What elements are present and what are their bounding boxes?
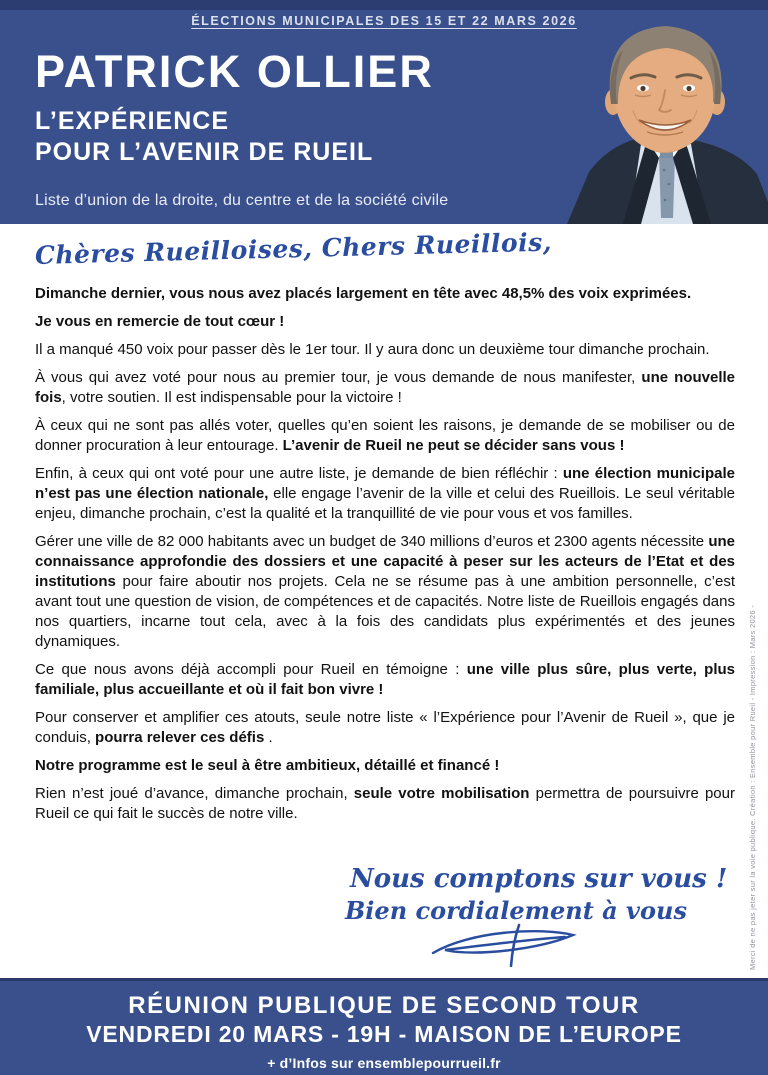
handwritten-closing: [345, 864, 728, 971]
letter-paragraph: Gérer une ville de 82 000 habitants avec un budget de 340 millions d’euros et 2300 agents nécessite une connaissance approfondie des dossiers et une capacité à peser sur les acteurs de l’Etat et des institutions pour faire aboutir nos projets. Cela ne se résume pas à une ambition personnelle, c’est avant tout une question de vision, de compétences et de capacités. Notre liste de Rueillois engagés dans nos quartiers, incarne tout cela, avec à la fois des candidats plus expérimentés et des jeunes dynamiques.: [35, 533, 735, 650]
footer-meeting-title: RÉUNION PUBLIQUE DE SECOND TOUR: [128, 992, 640, 1019]
footer-website: + d’Infos sur ensemblepourrueil.fr: [267, 1055, 501, 1071]
election-banner: ÉLECTIONS MUNICIPALES DES 15 ET 22 MARS 2026: [191, 14, 577, 28]
footer-meeting-details: VENDREDI 20 MARS - 19H - MAISON DE L’EUROPE: [86, 1021, 682, 1047]
letter-paragraph: Enfin, à ceux qui ont voté pour une autre liste, je demande de bien réfléchir : une élection municipale n’est pas une élection nationale, elle engage l’avenir de la ville et celui des Rueillois. Le seul véritable enjeu, dimanche prochain, c’est la qualité et la tranquillité de vie pour vous et vos familles.: [35, 465, 735, 522]
letter-paragraph: Il a manqué 450 voix pour passer dès le 1er tour. Il y aura donc un deuxième tour dimanche prochain.: [35, 341, 710, 358]
letter-paragraph: Dimanche dernier, vous nous avez placés largement en tête avec 48,5% des voix exprimées.: [35, 285, 692, 302]
signature-flourish: [415, 923, 605, 967]
handwritten-greeting: Chères Rueilloises, Chers Rueillois,: [34, 227, 553, 270]
footer-banner: [0, 978, 768, 1075]
header-banner: [0, 0, 768, 224]
slogan-line-1: L’EXPÉRIENCE: [35, 107, 229, 135]
letter-paragraph: Pour conserver et amplifier ces atouts, seule notre liste « l’Expérience pour l’Avenir de Rueil », que je conduis, pourra relever ces défis .: [35, 709, 735, 746]
letter-paragraph: Ce que nous avons déjà accompli pour Rueil en témoigne : une ville plus sûre, plus verte, plus familiale, plus accueillante et où il fait bon vivre !: [35, 661, 735, 698]
candidate-portrait-photo: [563, 6, 768, 224]
letter-paragraph: Rien n’est joué d’avance, dimanche prochain, seule votre mobilisation permettra de poursuivre pour Rueil ce qui fait le succès de notre ville.: [35, 785, 735, 822]
closing-line-1: Nous comptons sur vous !: [350, 864, 728, 894]
legal-side-note: Merci de ne pas jeter sur la voie publique. Création : Ensemble pour Rueil - Impression : Mars 2026 -: [748, 604, 757, 970]
slogan-line-2: POUR L’AVENIR DE RUEIL: [35, 138, 374, 166]
letter-paragraph: À vous qui avez voté pour nous au premier tour, je vous demande de nous manifester, une nouvelle fois, votre soutien. Il est indispensable pour la victoire !: [35, 369, 735, 406]
letter-paragraphs: [35, 284, 735, 824]
campaign-slogan: [35, 106, 373, 168]
letter-body: [34, 227, 735, 832]
letter-paragraph: Notre programme est le seul à être ambitieux, détaillé et financé !: [35, 757, 500, 774]
list-tagline: Liste d’union de la droite, du centre et de la société civile: [35, 192, 449, 209]
letter-paragraph: À ceux qui ne sont pas allés voter, quelles qu’en soient les raisons, je demande de se mobiliser ou de donner procuration à leur entourage. L’avenir de Rueil ne peut se décider sans vous !: [35, 417, 735, 454]
closing-line-2: Bien cordialement à vous: [345, 896, 687, 925]
letter-paragraph: Je vous en remercie de tout cœur !: [35, 313, 285, 330]
candidate-name: PATRICK OLLIER: [35, 46, 434, 97]
